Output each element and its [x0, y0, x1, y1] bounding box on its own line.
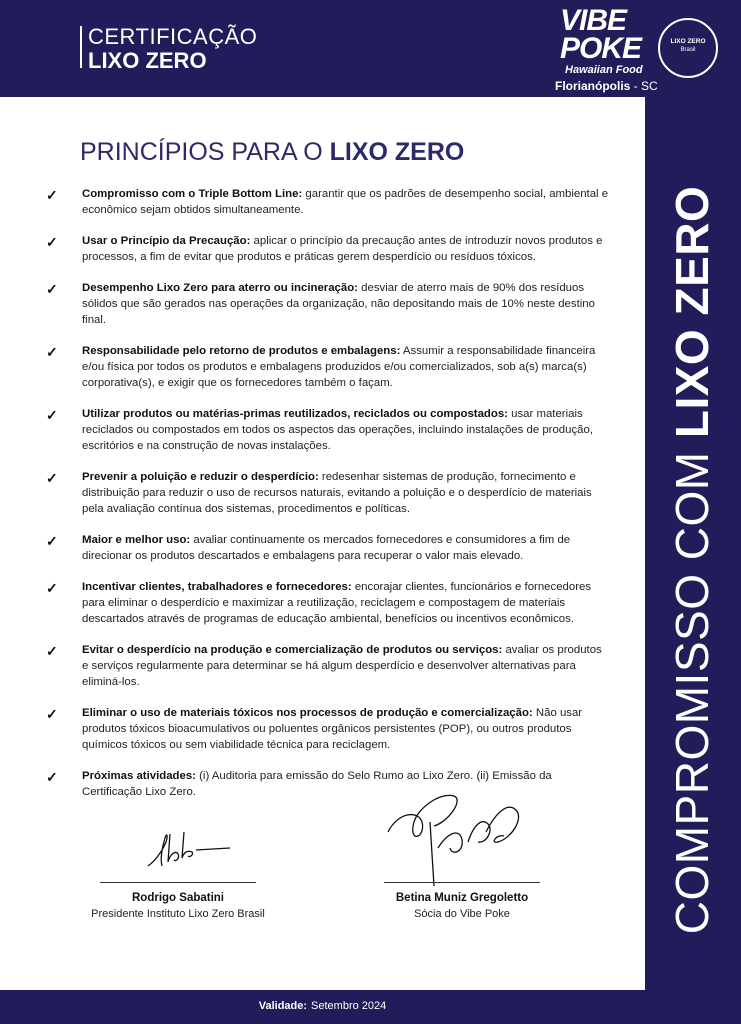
check-icon: ✓	[46, 580, 58, 596]
check-icon: ✓	[46, 769, 58, 785]
list-item: ✓ Prevenir a poluição e reduzir o desperdício: redesenhar sistemas de produção, fornecimento e distribuição para reduzir o uso de recursos naturais, evitando a poluição e o desperdício de materiais pela avaliação contínua dos sistemas, procedimentos e políticas.	[46, 470, 592, 515]
sidebar-vertical-title: COMPROMISSO COM LIXO ZERO	[666, 185, 718, 935]
signatory-2-role: Sócia do Vibe Poke	[414, 908, 510, 920]
check-icon: ✓	[46, 344, 58, 360]
list-item: ✓ Usar o Princípio da Precaução: aplicar o princípio da precaução antes de introduzir novos produtos e processos, a fim de evitar que produtos e práticas gerem desperdício ou resíduos tóxicos.	[46, 234, 603, 263]
check-icon: ✓	[46, 234, 58, 250]
seal-subtitle: Brasil	[680, 47, 696, 53]
signature-2-icon	[378, 782, 548, 892]
brand-logo-line2: POKE	[560, 32, 642, 65]
certification-divider	[80, 26, 82, 68]
check-icon: ✓	[46, 706, 58, 722]
signatory-2-name: Betina Muniz Gregoletto	[395, 892, 529, 904]
certification-seal-icon	[658, 18, 718, 78]
list-item: ✓ Utilizar produtos ou matérias-primas reutilizados, reciclados ou compostados: usar materiais reciclados ou compostados em todos os aspectos das operações, incluindo instalações de produção, escritórios e na construção de novas instalações.	[46, 407, 593, 452]
signatory-1-role: Presidente Instituto Lixo Zero Brasil	[91, 908, 265, 920]
page-title: PRINCÍPIOS PARA O LIXO ZERO	[80, 138, 465, 166]
signature-2-line	[384, 882, 540, 883]
brand-tagline: Hawaiian Food	[565, 64, 643, 76]
check-icon: ✓	[46, 533, 58, 549]
seal-title: LIXO ZERO	[670, 38, 706, 45]
list-item: ✓ Próximas atividades: (i) Auditoria para emissão do Selo Rumo ao Lixo Zero. (ii) Emissão da Certificação Lixo Zero.	[46, 769, 552, 798]
signature-1	[70, 892, 286, 920]
check-icon: ✓	[46, 187, 58, 203]
list-item: ✓ Desempenho Lixo Zero para aterro ou incineração: desviar de aterro mais de 90% dos resíduos sólidos que são gerados nas operações da organização, não depositando mais de 10% neste destino final.	[46, 281, 595, 326]
signature-1-icon	[140, 822, 240, 874]
principles-list	[44, 186, 610, 815]
signature-1-line	[100, 882, 256, 883]
list-item: ✓ Maior e melhor uso: avaliar continuamente os mercados fornecedores e consumidores a fim de direcionar os produtos descartados e embalagens para recuperar o valor mais elevado.	[46, 533, 571, 562]
certification-subtitle: LIXO ZERO	[88, 48, 207, 73]
list-item: ✓ Responsabilidade pelo retorno de produtos e embalagens: Assumir a responsabilidade financeira e/ou física por todos os produtos e embalagens produzidos e/ou comercializados, sob a(s) marca(s) corporativa(s), e exigir que os fornecedores também o façam.	[46, 344, 596, 389]
list-item: ✓ Compromisso com o Triple Bottom Line: garantir que os padrões de desempenho social, ambiental e econômico sejam obtidos simultaneamente.	[46, 187, 609, 216]
signatory-1-name: Rodrigo Sabatini	[132, 892, 224, 904]
check-icon: ✓	[46, 281, 58, 297]
list-item: ✓ Eliminar o uso de materiais tóxicos nos processos de produção e comercialização: Não usar produtos tóxicos bioacumulativos ou poluentes orgânicos persistentes (POP), ou outros produtos químicos tóxicos ou sem viabilidade técnica para reciclagem.	[46, 706, 583, 751]
check-icon: ✓	[46, 643, 58, 659]
certification-title: CERTIFICAÇÃO	[88, 24, 258, 49]
check-icon: ✓	[46, 470, 58, 486]
list-item: ✓ Incentivar clientes, trabalhadores e fornecedores: encorajar clientes, funcionários e fornecedores para eliminar o desperdício e maximizar a reutilização, reciclagem e compostagem de materiais descartados através de programas de educação ambiental, benefícios ou incentivos econômicos.	[46, 580, 592, 625]
brand-logo-line1: VIBE	[560, 4, 627, 37]
validity-text: Validade: Setembro 2024	[258, 1000, 387, 1012]
signature-2	[352, 892, 572, 920]
check-icon: ✓	[46, 407, 58, 423]
list-item: ✓ Evitar o desperdício na produção e comercialização de produtos ou serviços: avaliar os produtos e serviços regularmente para determinar se há algum desperdício e desenvolver alternativas para eliminá-los.	[46, 643, 602, 688]
city-label: Florianópolis - SC	[555, 79, 658, 93]
